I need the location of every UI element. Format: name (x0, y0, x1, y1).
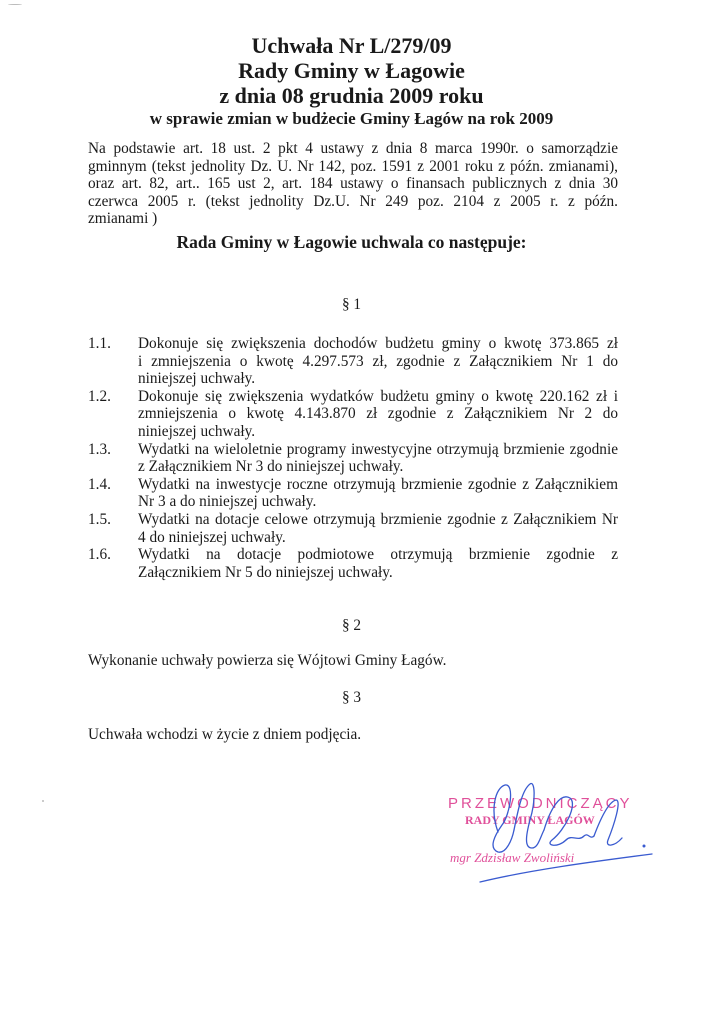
council-name: Rady Gminy w Łagowie (238, 58, 465, 83)
list-item (88, 388, 618, 441)
legal-basis-line: gminnym (tekst jednolity Dz. U. Nr 142, poz. 1591 z 2001 roku z późn. zmianami), (88, 157, 618, 175)
item-number: 1.3. (88, 440, 111, 458)
item-line: Wydatki na inwestycje roczne otrzymują brzmienie zgodnie z Załącznikiem (138, 475, 618, 493)
item-number: 1.4. (88, 475, 111, 493)
item-number: 1.2. (88, 387, 111, 405)
section-3-heading: § 3 (341, 689, 362, 706)
item-line: Załącznikiem Nr 5 do niniejszej uchwały. (138, 563, 393, 581)
list-item (88, 511, 618, 546)
item-line: 4 do niniejszej uchwały. (138, 528, 286, 546)
list-item (88, 546, 618, 581)
list-item (88, 441, 618, 476)
stamp-council: RADY GMINY ŁAGÓW (465, 813, 595, 827)
item-number: 1.1. (88, 335, 111, 352)
item-line: Nr 3 a do niniejszej uchwały. (138, 493, 317, 511)
list-item (88, 476, 618, 511)
legal-basis-line: Na podstawie art. 18 ust. 2 pkt 4 ustawy z dnia 8 marca 1990r. o samorządzie (88, 140, 618, 157)
list-item (88, 335, 618, 388)
scan-speck (42, 800, 44, 802)
scan-speck (8, 4, 22, 5)
legal-basis-paragraph (88, 140, 618, 228)
section-3-text: Uchwała wchodzi w życie z dniem podjęcia. (88, 726, 362, 743)
item-line: zmniejszenia o kwotę 4.143.870 zł zgodnie z Załącznikiem Nr 2 do (138, 405, 618, 423)
section-1-heading: § 1 (341, 296, 362, 313)
item-line: niniejszej uchwały. (138, 422, 256, 440)
resolution-subject: w sprawie zmian w budżecie Gminy Łagów na rok 2009 (149, 109, 554, 128)
item-line: Wydatki na dotacje podmiotowe otrzymują brzmienie zgodnie z (138, 546, 618, 564)
item-number: 1.5. (88, 510, 111, 528)
legal-basis-line: oraz art. 82, art.. 165 ust 2, art. 184 ustawy o finansach publicznych z dnia 30 (88, 175, 618, 193)
item-number: 1.6. (88, 546, 111, 564)
item-line: Dokonuje się zwiększenia wydatków budżetu gminy o kwotę 220.162 zł i (138, 387, 618, 405)
resolution-date: z dnia 08 grudnia 2009 roku (219, 83, 484, 108)
item-line: Dokonuje się zwiększenia dochodów budżetu gminy o kwotę 373.865 zł (138, 335, 618, 352)
section-2-heading: § 2 (341, 617, 362, 634)
decision-heading: Rada Gminy w Łagowie uchwala co następuje: (176, 232, 527, 252)
item-line: Wydatki na dotacje celowe otrzymują brzmienie zgodnie z Załącznikiem Nr (138, 510, 618, 528)
stamp-title: PRZEWODNICZĄCY (448, 795, 633, 812)
section-1-items (88, 335, 618, 581)
item-line: niniejszej uchwały. (138, 370, 256, 388)
legal-basis-line: czerwca 2005 r. (tekst jednolity Dz.U. Nr 249 poz. 2104 z 2005 r. z późn. (88, 192, 618, 210)
section-2-text: Wykonanie uchwały powierza się Wójtowi Gminy Łagów. (88, 652, 447, 669)
official-stamp (440, 770, 670, 890)
item-line: z Załącznikiem Nr 3 do niniejszej uchwały. (138, 458, 404, 476)
resolution-title: Uchwała Nr L/279/09 (251, 33, 452, 58)
item-line: Wydatki na wieloletnie programy inwestycyjne otrzymują brzmienie zgodnie (138, 440, 618, 458)
item-line: i zmniejszenia o kwotę 4.297.573 zł, zgodnie z Załącznikiem Nr 1 do (138, 352, 618, 370)
legal-basis-line: zmianami ) (88, 210, 158, 228)
document-header (0, 33, 703, 130)
stamp-name: mgr Zdzisław Zwoliński (450, 850, 575, 865)
